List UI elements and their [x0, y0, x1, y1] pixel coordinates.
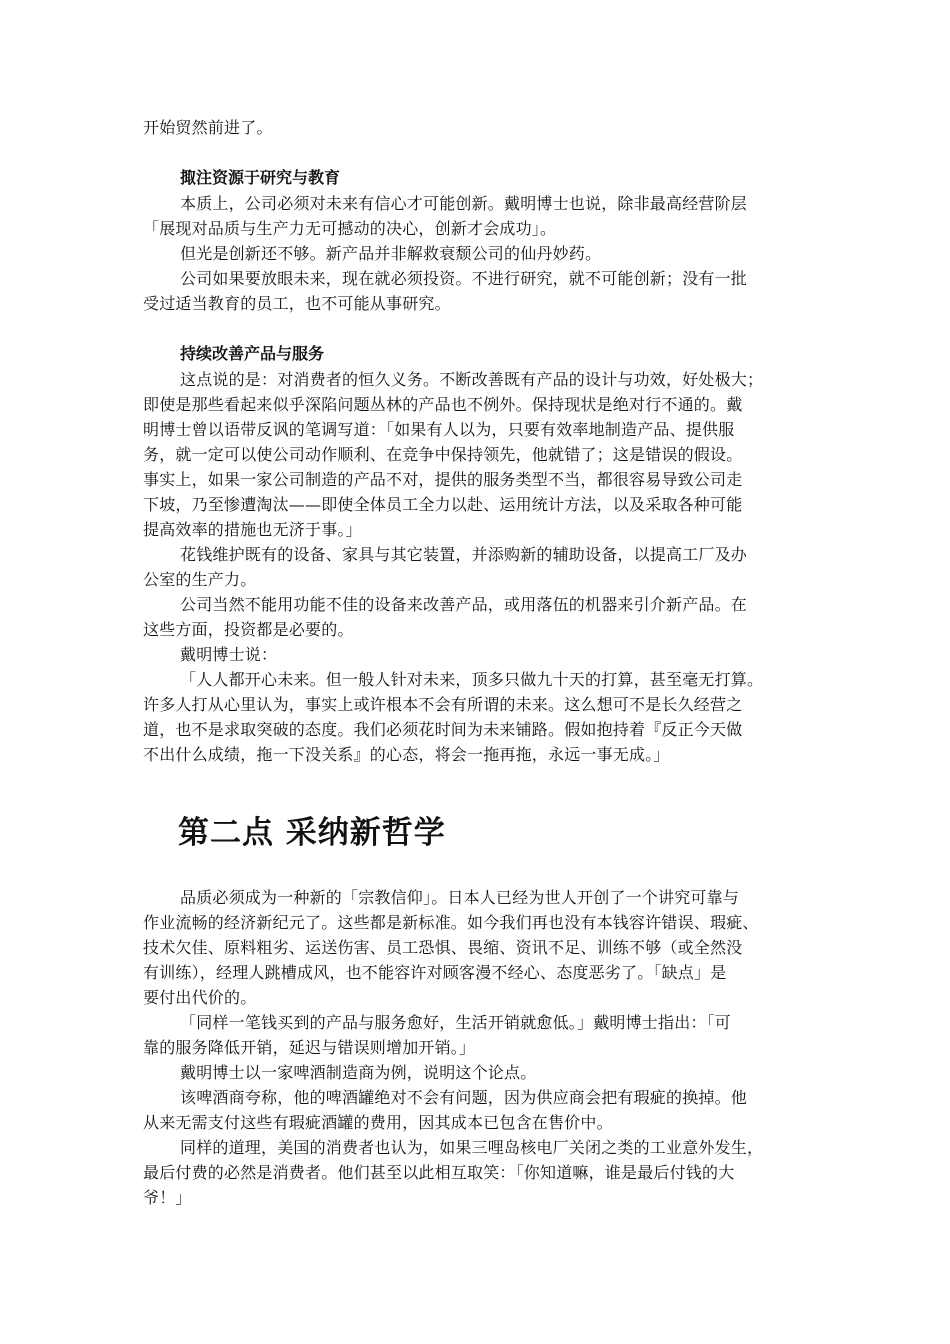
paragraph-line: 品质必须成为一种新的「宗教信仰」。日本人已经为世人开创了一个讲究可靠与: [180, 888, 740, 907]
paragraph-line: 戴明博士说：: [180, 645, 278, 664]
paragraph-line: 明博士曾以语带反讽的笔调写道：「如果有人以为，只要有效率地制造产品、提供服: [143, 420, 735, 439]
paragraph-line: 戴明博士以一家啤酒制造商为例，说明这个论点。: [180, 1063, 537, 1082]
paragraph-line: 提高效率的措施也无济于事。」: [143, 520, 362, 539]
paragraph-line: 爷！」: [143, 1188, 192, 1207]
chapter-title: 第二点 采纳新哲学: [178, 815, 446, 851]
paragraph-line: 技术欠佳、原料粗劣、运送伤害、员工恐惧、畏缩、资讯不足、训练不够（或全然没: [143, 938, 743, 957]
paragraph-line: 同样的道理，美国的消费者也认为，如果三哩岛核电厂关闭之类的工业意外发生，: [180, 1138, 764, 1157]
paragraph-line: 最后付费的必然是消费者。他们甚至以此相互取笑：「你知道嘛，谁是最后付钱的大: [143, 1163, 735, 1182]
paragraph-line: 该啤酒商夸称，他的啤酒罐绝对不会有问题，因为供应商会把有瑕疵的换掉。他: [180, 1088, 748, 1107]
paragraph-line: 「同样一笔钱买到的产品与服务愈好，生活开销就愈低。」戴明博士指出：「可: [180, 1013, 732, 1032]
paragraph-line: 开始贸然前进了。: [143, 118, 273, 137]
paragraph-line: 受过适当教育的员工，也不可能从事研究。: [143, 294, 451, 313]
paragraph-line: 靠的服务降低开销，延迟与错误则增加开销。」: [143, 1038, 476, 1057]
paragraph-line: 本质上，公司必须对未来有信心才可能创新。戴明博士也说，除非最高经营阶层: [180, 194, 748, 213]
quote-line: 道，也不是求取突破的态度。我们必须花时间为未来铺路。假如抱持着『反正今天做: [143, 720, 743, 739]
paragraph-line: 公室的生产力。: [143, 570, 257, 589]
paragraph-line: 要付出代价的。: [143, 988, 257, 1007]
paragraph-line: 作业流畅的经济新纪元了。这些都是新标准。如今我们再也没有本钱容许错误、瑕疵、: [143, 913, 759, 932]
quote-line: 「人人都开心未来。但一般人针对未来，顶多只做九十天的打算，甚至毫无打算。: [180, 670, 764, 689]
paragraph-line: 务，就一定可以使公司动作顺利、在竞争中保持领先，他就错了；这是错误的假设。: [143, 445, 743, 464]
paragraph-line: 这些方面，投资都是必要的。: [143, 620, 354, 639]
quote-line: 许多人打从心里认为，事实上或许根本不会有所谓的未来。这么想可不是长久经营之: [143, 695, 743, 714]
paragraph-line: 这点说的是：对消费者的恒久义务。不断改善既有产品的设计与功效，好处极大；: [180, 370, 764, 389]
section-heading: 持续改善产品与服务: [180, 344, 325, 363]
paragraph-line: 从来无需支付这些有瑕疵酒罐的费用，因其成本已包含在售价中。: [143, 1113, 613, 1132]
paragraph-line: 即使是那些看起来似乎深陷问题丛林的产品也不例外。保持现状是绝对行不通的。戴: [143, 395, 743, 414]
quote-line: 不出什么成绩，拖一下没关系』的心态，将会一拖再拖，永远一事无成。」: [143, 745, 670, 764]
paragraph-line: 「展现对品质与生产力无可撼动的决心，创新才会成功」。: [143, 219, 557, 238]
paragraph-line: 下坡，乃至惨遭淘汰——即使全体员工全力以赴、运用统计方法，以及采取各种可能: [143, 495, 743, 514]
paragraph-line: 公司当然不能用功能不佳的设备来改善产品，或用落伍的机器来引介新产品。在: [180, 595, 748, 614]
paragraph-line: 但光是创新还不够。新产品并非解救衰颓公司的仙丹妙药。: [180, 244, 602, 263]
section-heading: 掫注资源于研究与教育: [180, 168, 341, 187]
paragraph-line: 事实上，如果一家公司制造的产品不对，提供的服务类型不当，都很容易导致公司走: [143, 470, 743, 489]
paragraph-line: 公司如果要放眼未来，现在就必须投资。不进行研究，就不可能创新；没有一批: [180, 269, 748, 288]
paragraph-line: 有训练），经理人跳槽成风，也不能容许对顾客漫不经心、态度恶劣了。「缺点」是: [143, 963, 727, 982]
paragraph-line: 花钱维护既有的设备、家具与其它装置，并添购新的辅助设备，以提高工厂及办: [180, 545, 748, 564]
